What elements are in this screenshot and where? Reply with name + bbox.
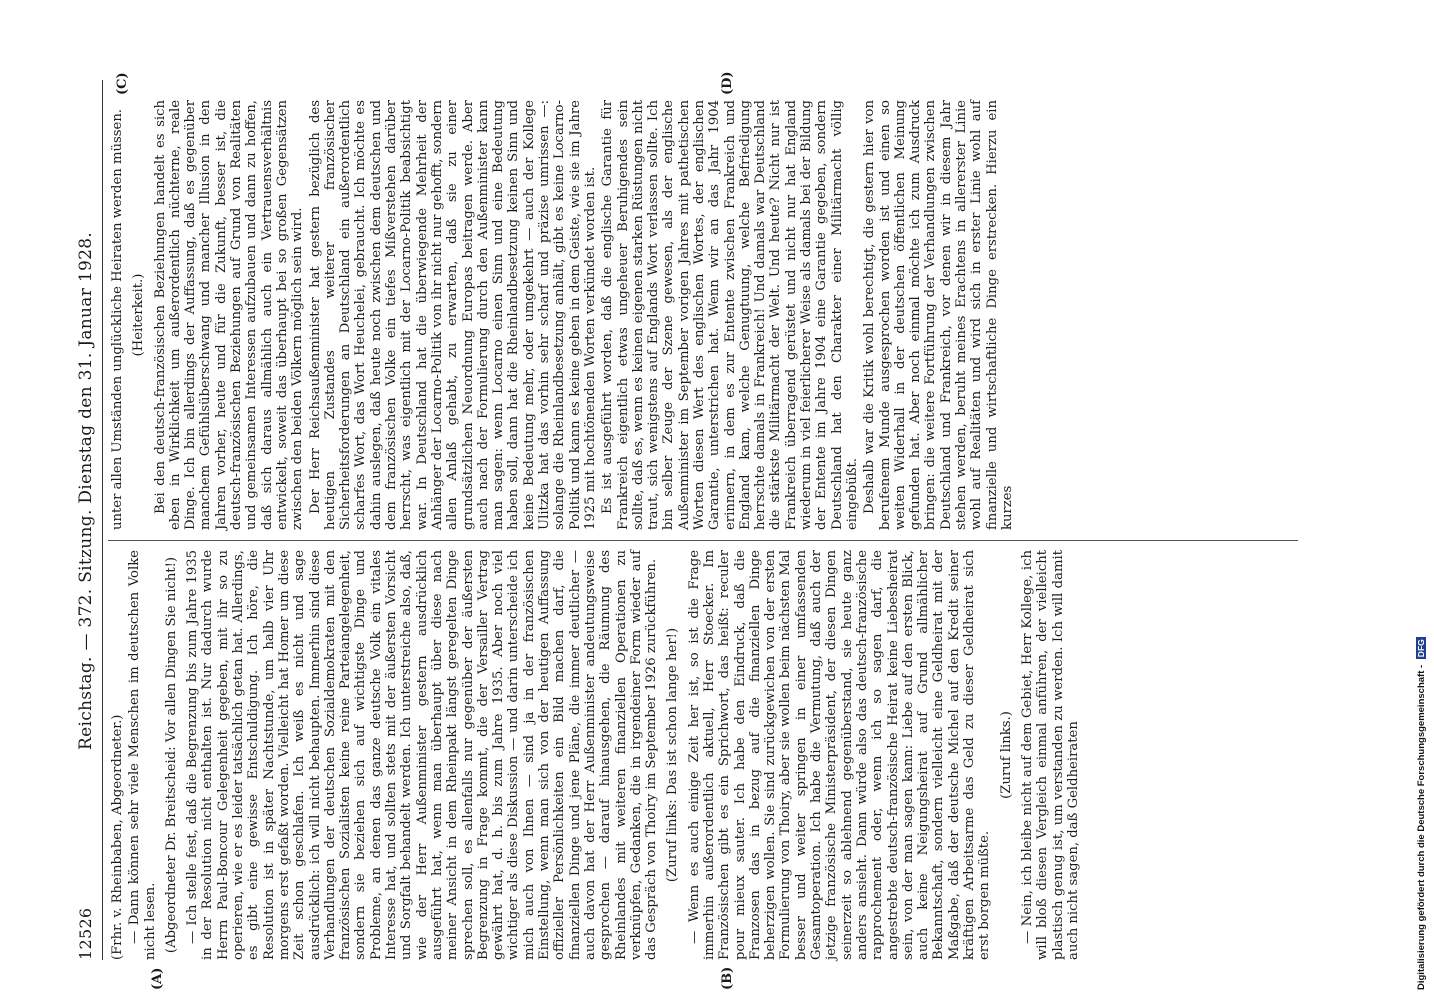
paragraph: Der Herr Reichsaußenminister hat gestern bezüglich des heutigen Zustandes weiterer französischer Sicherheitsforderungen an Deutschland ein außerordentlich scharfes Wort, das Wort Heuchelei, gebraucht. Ich möchte es dahin auslegen, daß heute noch zwischen dem deutschen und dem französischen Volke ein tiefes Mißverstehen darüber herrscht, was eigentlich mit der Locarno-Politik beabsichtigt war. In Deutschland hat die überwiegende Mehrheit der Anhänger der Locarno-Politik von ihr nicht nur gehofft, sondern allen Anlaß gehabt, zu erwarten, daß sie zu einer grundsätzlichen Neuordnung Europas beitragen werde. Aber auch nach der Formulierung durch den Außenminister kann man sagen: wenn Locarno einen Sinn und eine Bedeutung haben soll, dann hat die Rheinlandbesetzung keinen Sinn und keine Bedeutung mehr, oder umgekehrt — auch der Kollege Ulitzka hat das vorhin sehr scharf und präzise umrissen —: solange die Rheinlandbesetzung anhält, gibt es keine Locarno-Politik und kann es keine geben in dem Geiste, wie sie im Jahre 1925 mit hochtönenden Worten verkündet worden ist. <box>307 100 598 530</box>
marker-c: (C) <box>115 72 130 95</box>
paragraph: Es ist ausgeführt worden, daß die englische Garantie für Frankreich eigentlich etwas ungeheuer Beruhigendes sein sollte, daß es, wenn es keinen eigenen starken Rüstungen nicht traut, sich wenigstens auf Englands Wort verlassen sollte. Ich bin selber Zeuge der Szene gewesen, als der englische Außenminister im September vorigen Jahres mit pathetischen Worten diesen Wert des englischen Wortes, der englischen Garantie, unterstrichen hat. Wenn wir an das Jahr 1904 erinnern, in dem es zur Entente zwischen Frankreich und England kam, welche Genugtuung, welche Befriedigung herrschte damals in Frankreich! Und damals war Deutschland die stärkste Militärmacht der Welt. Und heute? Nicht nur ist Frankreich überragend gerüstet und nicht nur hat England wiederum in viel feierlicherer Weise als damals bei der Bildung der Entente im Jahre 1904 eine Garantie gegeben, sondern Deutschland hat den Charakter einer Militärmacht völlig eingebüßt. <box>600 100 860 530</box>
paragraph: — Dann können sehr viele Menschen im deutschen Volke nicht lesen. <box>127 550 158 960</box>
speaker-line: (Frhr. v. Rheinbaben, Abgeordneter.) <box>110 714 125 960</box>
credit-text: Digitalisierung gefördert durch die Deutsche Forschungsgemeinschaft - <box>1416 664 1427 990</box>
rotated-page-content <box>0 60 1400 1000</box>
paragraph: Bei den deutsch-französischen Beziehungen handelt es sich eben in Wirklichkeit um außerordentlich nüchterne, reale Dinge. Ich bin allerdings der Auffassung, daß es gegenüber manchem Gefühlsüberschwang und mancher Illusion in den Jahren vorher, heute und für die Zukunft, besser ist, die deutsch-französischen Beziehungen auf Grund von Realitäten und gemeinsamen Interessen aufzubauen und dann zu hoffen, daß sich daraus allmählich auch ein Vertrauensverhältnis entwickelt, soweit das überhaupt bei so großen Gegensätzen zwischen den beiden Völkern möglich sein wird. <box>152 100 306 530</box>
dfg-logo: DFG <box>1416 639 1426 658</box>
paragraph: — Ich stelle fest, daß die Begrenzung bis zum Jahre 1935 in der Resolution nicht enthalten ist. Nur dadurch wurde Herrn Paul-Boncour Gelegenheit gegeben, mit ihr so zu operieren, wie er es leider tatsächlich getan hat. Allerdings, es gibt eine gewisse Entschuldigung. Ich höre, die Resolution ist in später Nachtstunde, um halb vier Uhr morgens erst gefaßt worden. Vielleicht hat Homer um diese Zeit schon geschlafen. Ich weiß es nicht und sage ausdrücklich: ich will nicht behaupten. Immerhin sind diese Verhandlungen der deutschen Sozialdemokraten mit den französischen Sozialisten keine reine Parteiangelegenheit, sondern sie beziehen sich auf wichtigste Dinge und Probleme, an denen das ganze deutsche Volk ein vitales Interesse hat, und sollten stets mit der äußersten Vorsicht und Sorgfalt behandelt werden. Ich unterstreiche also, daß, wie der Herr Außenminister gestern ausdrücklich ausgeführt hat, wenn man überhaupt über diese nach meiner Ansicht in dem Rheinpakt längst geregelten Dinge sprechen soll, es allenfalls nur gegenüber der äußersten Begrenzung in Frage kommt, die der Versailler Vertrag gewährt hat, d. h. bis zum Jahre 1935. Aber noch viel wichtiger als diese Diskussion — und darin unterscheide ich mich auch von Ihnen — sind ja in der französischen Einstellung, wenn man sich von der heutigen Auffassung offizieller Persönlichkeiten ein Bild machen darf, die finanziellen Dinge und jene Pläne, die immer deutlicher — auch davon hat der Herr Außenminister andeutungsweise gesprochen — darauf hinausgehen, die Räumung des Rheinlandes mit weiteren finanziellen Operationen zu verknüpfen, Gedanken, die in irgendeiner Form wieder auf das Gespräch von Thoiry im September 1926 zurückführen. <box>185 550 660 960</box>
page-number: 12526 <box>76 907 95 960</box>
marker-b: (B) <box>720 966 735 990</box>
left-column <box>110 550 1083 960</box>
paragraph: unter allen Umständen unglückliche Heiraten werden müssen. <box>110 108 125 530</box>
paragraph: Deshalb war die Kritik wohl berechtigt, die gestern hier von berufenem Munde ausgesprochen worden ist und einen so weiten Widerhall in der deutschen öffentlichen Meinung gefunden hat. Aber noch einmal möchte ich zum Ausdruck bringen: die weitere Fortführung der Verhandlungen zwischen Deutschland und Frankreich, vor denen wir in diesem Jahr stehen werden, beruht meines Erachtens in allererster Linie wohl auf Realitäten und wird sich in erster Linie wohl auf finanzielle und wirtschaftliche Dinge erstrecken. Hierzu ein kurzes <box>862 100 1015 530</box>
column-divider <box>108 540 1298 541</box>
paragraph: — Nein, ich bleibe nicht auf dem Gebiet, Herr Kollege, ich will bloß diesen Vergleich einmal anführen, der vielleicht plastisch genug ist, um verstanden zu werden. Ich will damit auch nicht sagen, daß Geldheiraten <box>1019 550 1081 960</box>
marker-d: (D) <box>720 71 735 95</box>
interjection: (Zuruf links: Das ist schon lange her!) <box>665 627 681 883</box>
digitization-credit <box>1414 0 1434 1000</box>
paragraph: — Wenn es auch einige Zeit her ist, so ist die Frage immerhin außerordentlich aktuell, Herr Stoecker. Im Französischen gibt es ein Sprichwort, das heißt: reculer pour mieux sauter. Ich habe den Eindruck, daß die Franzosen das in bezug auf die finanziellen Dinge beherzigen wollen. Sie sind zurückgewichen von der ersten Formulierung von Thoiry, aber sie wollen beim nächsten Mal besser und weiter springen in einer umfassenden Gesamtoperation. Ich habe die Vermutung, daß auch der jetzige französische Ministerpräsident, der diesen Dingen seinerzeit so ablehnend gegenüberstand, sie heute ganz anders ansieht. Dann würde also das deutsch-französische rapprochement oder, wenn ich so sagen darf, die angestrebte deutsch-französische Heirat keine Liebesheirat sein, von der man sagen kann: Liebe auf den ersten Blick, auch keine Neigungsheirat auf Grund allmählicher Bekanntschaft, sondern vielleicht eine Geldheirat mit der Maßgabe, daß der deutsche Michel auf den Kredit seiner kräftigen Arbeitsarme das Geld zu dieser Geldheirat sich erst borgen müßte. <box>686 550 993 960</box>
interjection: (Abgeordneter Dr. Breitscheid: Vor allen Dingen Sie nicht!) <box>163 556 179 954</box>
header-rule <box>102 80 103 960</box>
interjection: (Zuruf links.) <box>998 711 1014 799</box>
interjection: (Heiterkeit.) <box>131 273 147 357</box>
right-column <box>110 100 1017 530</box>
running-header <box>70 80 102 960</box>
marker-a: (A) <box>150 967 165 990</box>
header-title: Reichstag. — 372. Sitzung. Dienstag den 31. Januar 1928. <box>76 231 96 750</box>
